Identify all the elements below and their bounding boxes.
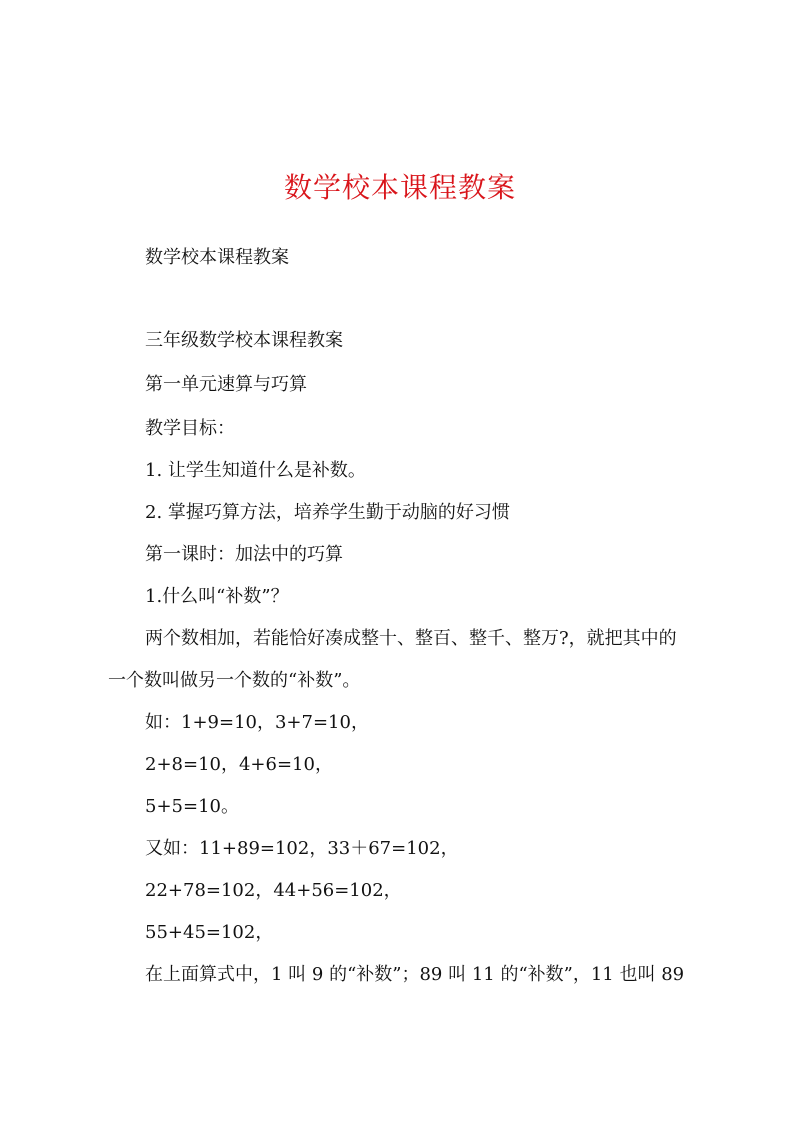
example-line-1: 如：1+9=10，3+7=10， (145, 712, 369, 733)
unit-heading: 第一单元速算与巧算 (145, 374, 307, 395)
example-line-6: 55+45=102， (145, 922, 274, 943)
document-title: 数学校本课程教案 (283, 171, 516, 204)
objectives-heading: 教学目标： (145, 418, 235, 439)
explanation-line: 在上面算式中，1 叫 9 的“补数”；89 叫 11 的“补数”，11 也叫 89 (145, 964, 685, 985)
definition-paragraph-line-1: 两个数相加，若能恰好凑成整十、整百、整千、整万?，就把其中的 (145, 628, 677, 649)
subtitle-line: 数学校本课程教案 (145, 247, 289, 268)
example-line-5: 22+78=102，44+56=102， (145, 880, 402, 901)
objective-item-1: 1. 让学生知道什么是补数。 (145, 460, 366, 481)
example-line-2: 2+8=10，4+6=10， (145, 754, 333, 775)
lesson-heading: 第一课时：加法中的巧算 (145, 544, 343, 565)
example-line-4: 又如：11+89=102，33＋67=102， (145, 838, 459, 859)
grade-heading: 三年级数学校本课程教案 (145, 330, 343, 351)
example-line-3: 5+5=10。 (145, 796, 239, 817)
definition-paragraph-line-2: 一个数叫做另一个数的“补数”。 (108, 670, 361, 691)
objective-item-2: 2. 掌握巧算方法，培养学生勤于动脑的好习惯 (145, 502, 510, 523)
question-heading: 1.什么叫“补数”？ (145, 586, 289, 607)
